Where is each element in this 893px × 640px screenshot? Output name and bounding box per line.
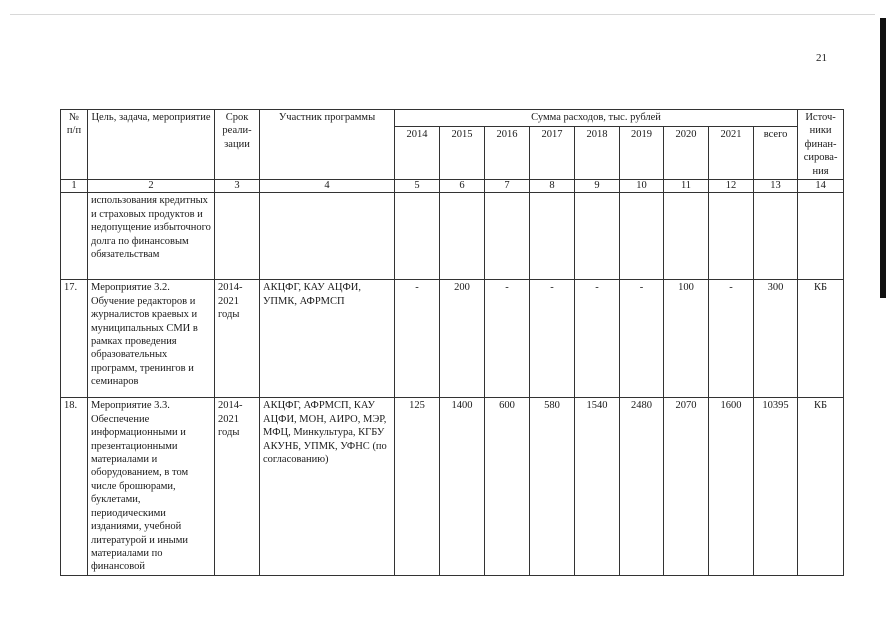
column-number: 8 bbox=[530, 180, 575, 193]
row-value: 1600 bbox=[709, 398, 754, 576]
row-goal: Мероприятие 3.3. Обеспечение информационными и презентационными материалами и оборудованием, в том числе брошюрами, буклетами, периодическими изданиями, учебной литературой и иными материалами по финансовой bbox=[88, 398, 215, 576]
row-total: 300 bbox=[754, 280, 798, 398]
budget-table bbox=[60, 109, 844, 576]
column-number: 13 bbox=[754, 180, 798, 193]
header-year: 2020 bbox=[664, 127, 709, 180]
table-row bbox=[61, 193, 844, 280]
row-number: 18. bbox=[61, 398, 88, 576]
header-year: 2015 bbox=[440, 127, 485, 180]
row-value: 200 bbox=[440, 280, 485, 398]
header-year: 2016 bbox=[485, 127, 530, 180]
header-sum: Сумма расходов, тыс. рублей bbox=[395, 110, 798, 127]
row-value: - bbox=[709, 280, 754, 398]
row-total: 10395 bbox=[754, 398, 798, 576]
column-number: 10 bbox=[620, 180, 664, 193]
row-number bbox=[61, 193, 88, 280]
column-number: 12 bbox=[709, 180, 754, 193]
row-goal: использования кредитных и страховых продуктов и недопущение избыточного долга по финансовым обязательствам bbox=[88, 193, 215, 280]
header-no: № п/п bbox=[61, 110, 88, 180]
column-number: 1 bbox=[61, 180, 88, 193]
header-year: 2014 bbox=[395, 127, 440, 180]
row-value: 1400 bbox=[440, 398, 485, 576]
column-number: 2 bbox=[88, 180, 215, 193]
column-number: 11 bbox=[664, 180, 709, 193]
row-term: 2014-2021 годы bbox=[215, 280, 260, 398]
row-value: 100 bbox=[664, 280, 709, 398]
row-value: 2480 bbox=[620, 398, 664, 576]
row-value: - bbox=[620, 280, 664, 398]
table-row bbox=[61, 280, 844, 398]
header-year: 2021 bbox=[709, 127, 754, 180]
row-value: 2070 bbox=[664, 398, 709, 576]
header-year: 2017 bbox=[530, 127, 575, 180]
header-row bbox=[61, 110, 844, 127]
column-number: 14 bbox=[798, 180, 844, 193]
column-numbers-row bbox=[61, 180, 844, 193]
row-source: КБ bbox=[798, 280, 844, 398]
column-number: 3 bbox=[215, 180, 260, 193]
page-number: 21 bbox=[816, 52, 827, 64]
row-value: 600 bbox=[485, 398, 530, 576]
row-source: КБ bbox=[798, 398, 844, 576]
header-source: Источ-ники финан-сирова-ния bbox=[798, 110, 844, 180]
column-number: 5 bbox=[395, 180, 440, 193]
row-participant bbox=[260, 193, 395, 280]
row-value bbox=[620, 193, 664, 280]
row-term: 2014-2021 годы bbox=[215, 398, 260, 576]
table-row bbox=[61, 398, 844, 576]
row-value bbox=[485, 193, 530, 280]
row-participant: АКЦФГ, АФРМСП, КАУ АЦФИ, МОН, АИРО, МЭР, МФЦ, Минкультура, КГБУ АКУНБ, УПМК, УФНС (по согласованию) bbox=[260, 398, 395, 576]
row-value: 1540 bbox=[575, 398, 620, 576]
row-value: - bbox=[395, 280, 440, 398]
header-goal: Цель, задача, мероприятие bbox=[88, 110, 215, 180]
row-value bbox=[709, 193, 754, 280]
header-participant: Участник программы bbox=[260, 110, 395, 180]
row-value bbox=[395, 193, 440, 280]
row-participant: АКЦФГ, КАУ АЦФИ, УПМК, АФРМСП bbox=[260, 280, 395, 398]
row-value: 125 bbox=[395, 398, 440, 576]
header-total: всего bbox=[754, 127, 798, 180]
row-value bbox=[440, 193, 485, 280]
row-value bbox=[530, 193, 575, 280]
column-number: 4 bbox=[260, 180, 395, 193]
row-value bbox=[575, 193, 620, 280]
row-value: - bbox=[485, 280, 530, 398]
row-value: - bbox=[530, 280, 575, 398]
scan-border-mark bbox=[880, 18, 886, 298]
row-goal: Мероприятие 3.2. Обучение редакторов и журналистов краевых и муниципальных СМИ в рамках проведения образовательных программ, тренингов и семинаров bbox=[88, 280, 215, 398]
column-number: 7 bbox=[485, 180, 530, 193]
row-number: 17. bbox=[61, 280, 88, 398]
row-value: - bbox=[575, 280, 620, 398]
row-value bbox=[664, 193, 709, 280]
header-year: 2018 bbox=[575, 127, 620, 180]
row-total bbox=[754, 193, 798, 280]
row-source bbox=[798, 193, 844, 280]
column-number: 9 bbox=[575, 180, 620, 193]
scan-top-edge bbox=[10, 14, 875, 15]
header-year: 2019 bbox=[620, 127, 664, 180]
row-value: 580 bbox=[530, 398, 575, 576]
header-term: Срок реали-зации bbox=[215, 110, 260, 180]
column-number: 6 bbox=[440, 180, 485, 193]
row-term bbox=[215, 193, 260, 280]
